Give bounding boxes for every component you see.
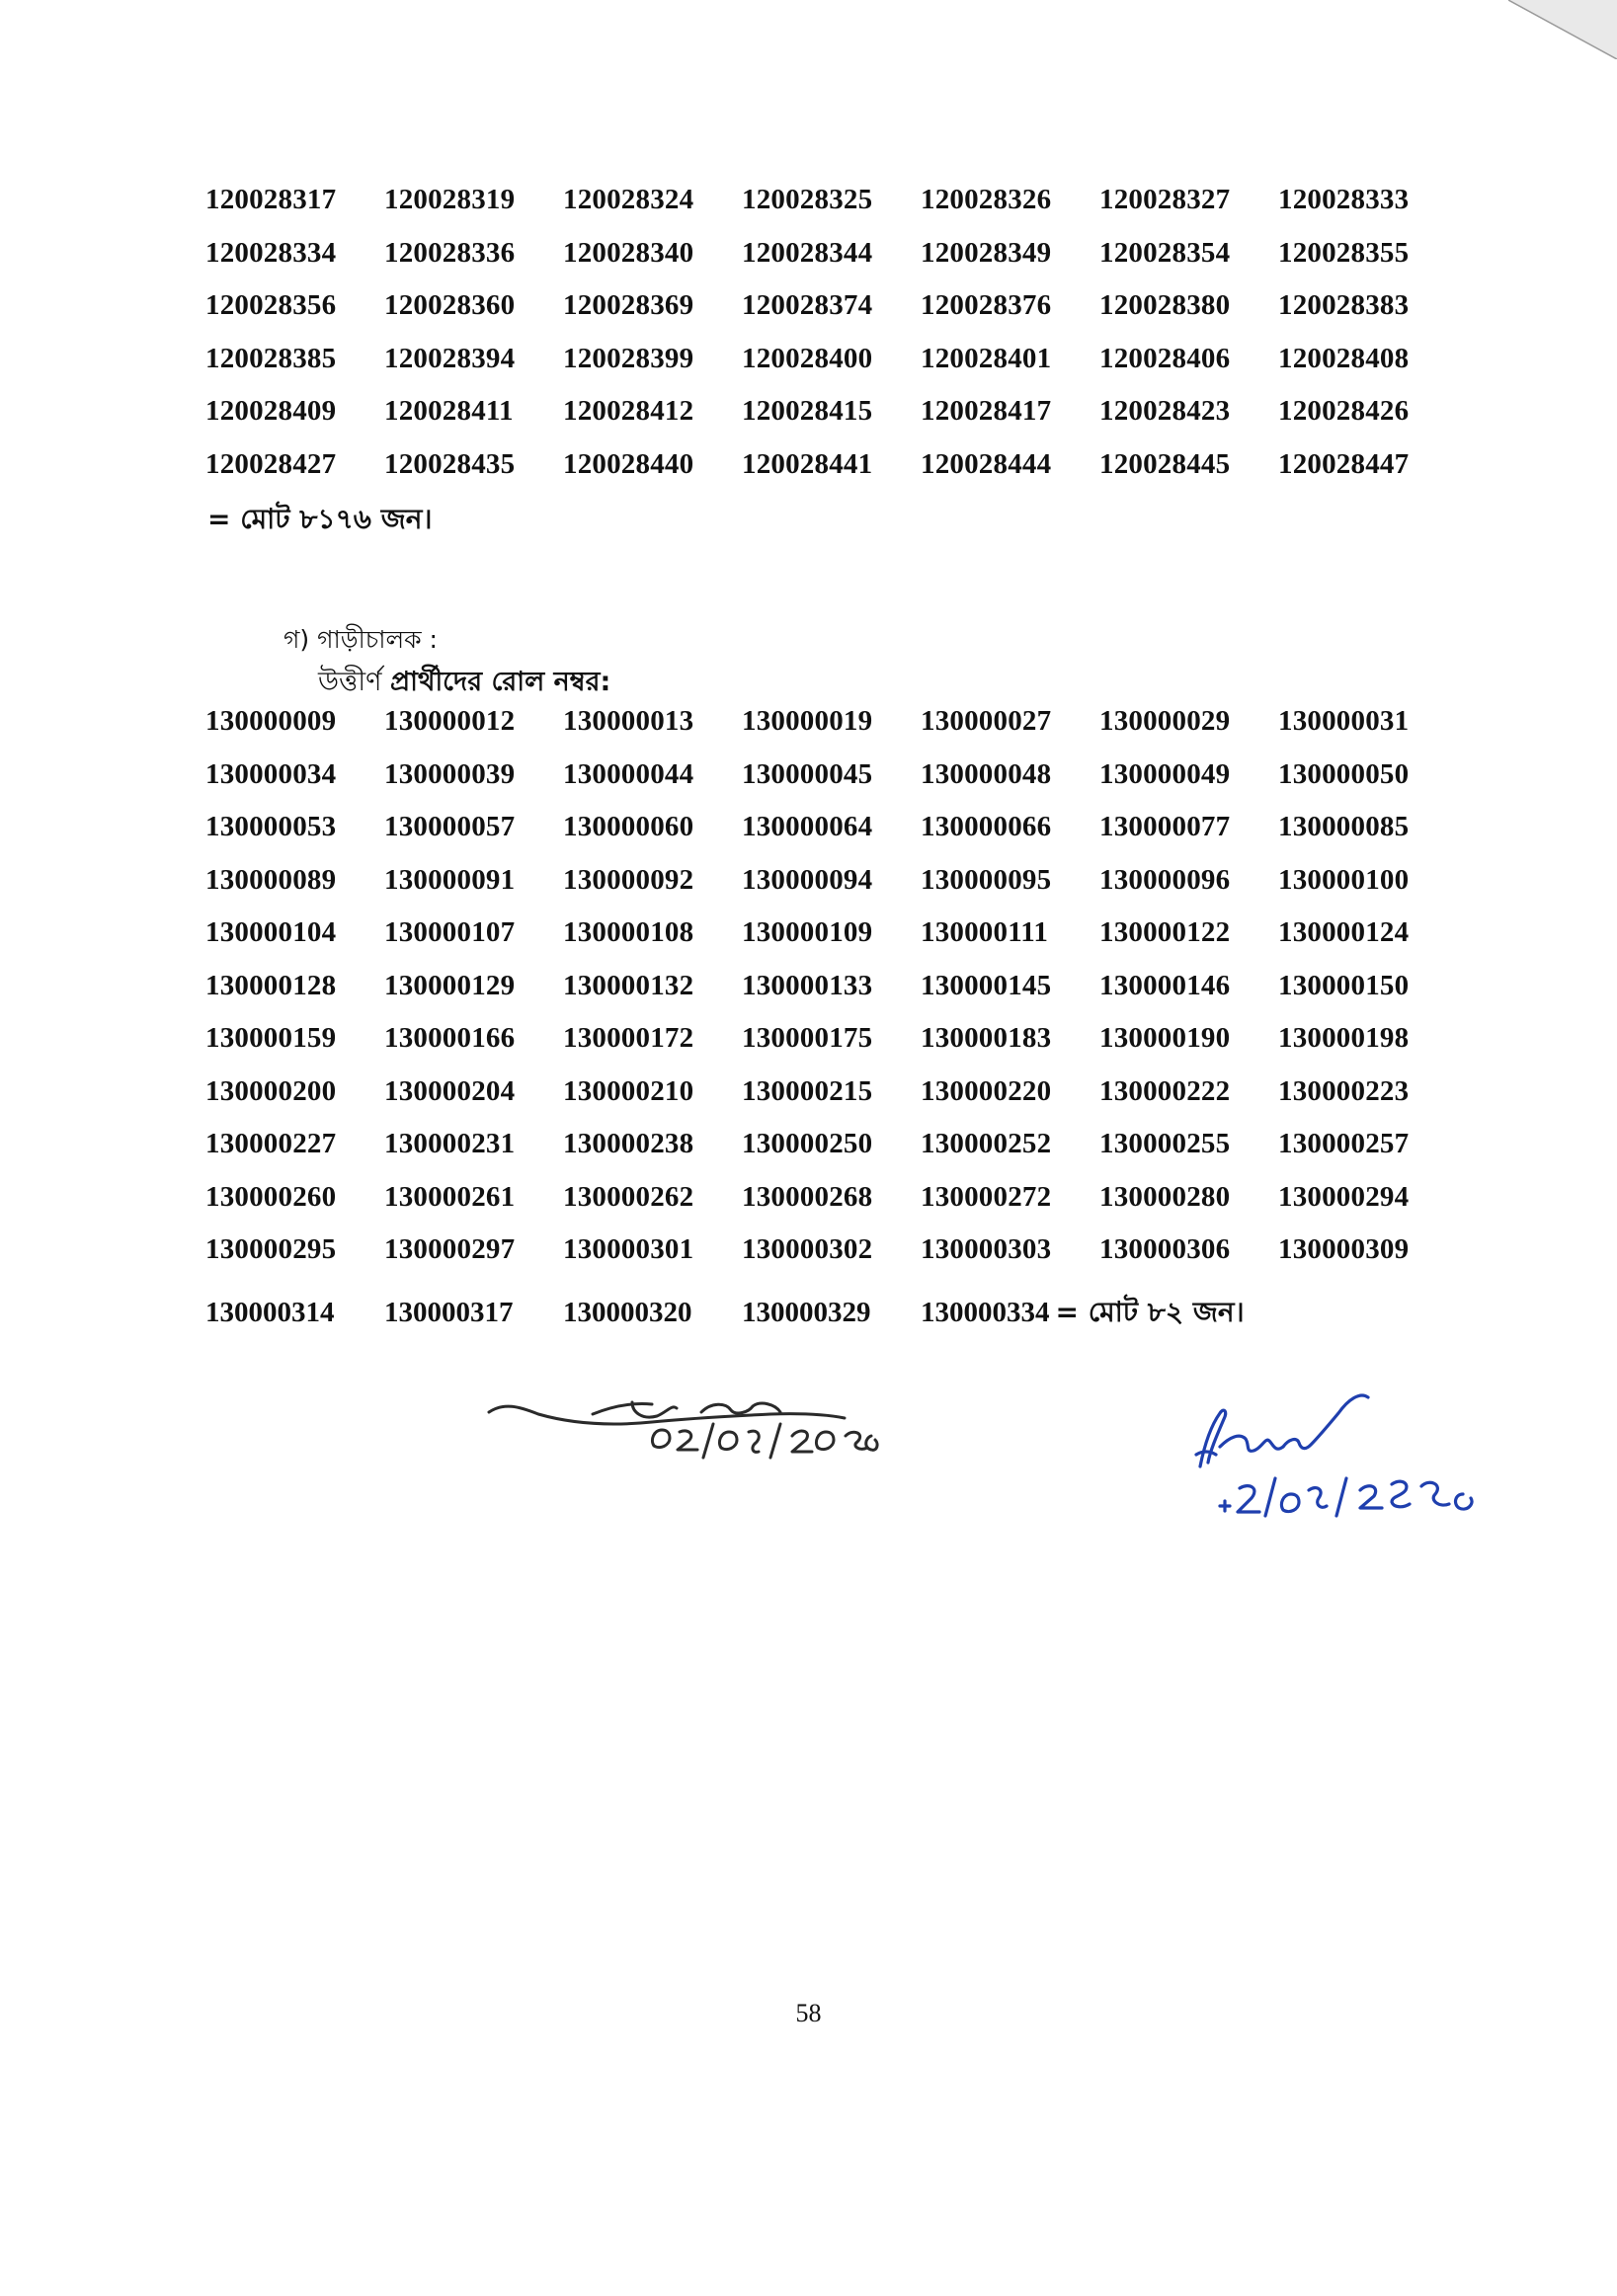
roll-number: 130000129 xyxy=(384,969,516,1001)
roll-number: 130000166 xyxy=(384,1022,516,1054)
roll-number: 130000050 xyxy=(1278,757,1410,790)
roll-number: 120028447 xyxy=(1278,447,1410,480)
roll-number: 130000089 xyxy=(205,863,337,896)
roll-number: 130000294 xyxy=(1278,1180,1410,1213)
roll-number: 130000034 xyxy=(205,757,337,790)
roll-number: 130000111 xyxy=(921,916,1049,948)
roll-number: 130000053 xyxy=(205,811,337,842)
roll-number: 120028440 xyxy=(563,447,694,480)
page-number: 58 xyxy=(795,1999,822,2027)
roll-number: 130000044 xyxy=(563,757,694,790)
roll-number: 130000013 xyxy=(563,705,694,737)
subtitle-bold: প্রার্থীদের রোল নম্বর: xyxy=(389,667,611,697)
roll-number: 120028325 xyxy=(742,184,873,215)
roll-number: 120028376 xyxy=(921,289,1052,321)
roll-number: 130000104 xyxy=(205,916,337,948)
roll-number: 120028426 xyxy=(1278,395,1410,427)
roll-number: 120028354 xyxy=(1099,236,1231,269)
roll-number: 120028411 xyxy=(384,395,514,427)
roll-number: 130000128 xyxy=(205,969,337,1001)
roll-number: 130000094 xyxy=(742,863,873,896)
roll-number: 130000064 xyxy=(742,811,873,842)
roll-number: 130000096 xyxy=(1099,863,1231,896)
roll-number: 130000198 xyxy=(1278,1022,1410,1054)
roll-number: 130000133 xyxy=(742,969,873,1001)
roll-number: 130000039 xyxy=(384,757,516,790)
roll-number: 120028445 xyxy=(1099,447,1231,480)
roll-number: 120028349 xyxy=(921,236,1052,269)
roll-number: 120028374 xyxy=(742,289,873,321)
roll-number: 130000108 xyxy=(563,916,694,948)
roll-number: 120028415 xyxy=(742,395,873,427)
roll-number: 130000252 xyxy=(921,1128,1052,1159)
roll-number: 130000060 xyxy=(563,811,694,842)
roll-number: 130000049 xyxy=(1099,757,1231,790)
roll-number: 130000250 xyxy=(742,1128,873,1159)
roll-number: 120028399 xyxy=(563,342,694,374)
roll-number: 130000109 xyxy=(742,916,873,948)
roll-number: 120028355 xyxy=(1278,236,1410,269)
roll-number: 130000077 xyxy=(1099,811,1231,842)
roll-number: 130000306 xyxy=(1099,1233,1231,1265)
roll-number: 130000190 xyxy=(1099,1022,1231,1054)
roll-number: 120028333 xyxy=(1278,184,1410,215)
signature-left xyxy=(484,1392,879,1521)
roll-number-grid-section-c xyxy=(205,695,1457,1277)
roll-number: 130000257 xyxy=(1278,1128,1410,1159)
roll-number: 130000066 xyxy=(921,811,1052,842)
subtitle-plain: উত্তীর্ণ xyxy=(318,667,390,697)
section-c-label: গ) গাড়ীচালক : xyxy=(283,625,438,654)
roll-number: 130000334 xyxy=(921,1297,1050,1328)
roll-number: 130000150 xyxy=(1278,969,1410,1001)
roll-number: 120028319 xyxy=(384,184,516,215)
roll-number: 130000280 xyxy=(1099,1180,1231,1213)
roll-number: 120028427 xyxy=(205,447,337,480)
roll-number: 130000302 xyxy=(742,1233,873,1265)
roll-number: 130000124 xyxy=(1278,916,1410,948)
roll-number: 130000012 xyxy=(384,705,516,737)
roll-number: 120028340 xyxy=(563,236,694,269)
signature-right xyxy=(1180,1368,1496,1536)
roll-number: 120028400 xyxy=(742,342,873,374)
roll-number: 120028326 xyxy=(921,184,1052,215)
roll-number: 120028417 xyxy=(921,395,1052,427)
roll-number: 130000255 xyxy=(1099,1128,1231,1159)
section-c-total: = মোট ৮২ জন। xyxy=(1055,1296,1245,1328)
roll-number: 130000223 xyxy=(1278,1074,1410,1107)
roll-number: 120028401 xyxy=(921,342,1052,374)
roll-number: 130000260 xyxy=(205,1180,337,1213)
roll-number: 120028356 xyxy=(205,289,337,321)
section-c-last-row xyxy=(205,1286,1245,1339)
roll-number: 120028317 xyxy=(205,184,337,215)
roll-number: 130000220 xyxy=(921,1074,1052,1107)
roll-number: 120028394 xyxy=(384,342,516,374)
roll-number: 130000132 xyxy=(563,969,694,1001)
roll-number: 120028409 xyxy=(205,395,337,427)
roll-number: 130000029 xyxy=(1099,705,1231,737)
roll-number: 120028385 xyxy=(205,342,337,374)
roll-number: 130000027 xyxy=(921,705,1052,737)
roll-number: 130000222 xyxy=(1099,1074,1231,1107)
roll-number: 130000238 xyxy=(563,1128,694,1159)
roll-number: 130000091 xyxy=(384,863,516,896)
roll-number: 120028360 xyxy=(384,289,516,321)
roll-number: 130000100 xyxy=(1278,863,1410,896)
roll-number: 130000183 xyxy=(921,1022,1052,1054)
roll-number: 130000172 xyxy=(563,1022,694,1054)
roll-number: 130000159 xyxy=(205,1022,337,1054)
roll-number: 130000095 xyxy=(921,863,1052,896)
roll-number: 130000231 xyxy=(384,1128,516,1159)
roll-number: 120028324 xyxy=(563,184,694,215)
roll-number: 120028344 xyxy=(742,236,873,269)
roll-number: 130000057 xyxy=(384,811,516,842)
roll-number: 130000272 xyxy=(921,1180,1052,1213)
roll-number: 130000317 xyxy=(384,1297,514,1328)
roll-number-grid-section-b xyxy=(205,174,1457,491)
roll-number: 130000019 xyxy=(742,705,873,737)
roll-number: 120028334 xyxy=(205,236,337,269)
roll-number: 130000204 xyxy=(384,1074,516,1107)
roll-number: 130000303 xyxy=(921,1233,1052,1265)
roll-number: 130000268 xyxy=(742,1180,873,1213)
roll-number: 120028444 xyxy=(921,447,1052,480)
roll-number: 130000309 xyxy=(1278,1233,1410,1265)
roll-number: 120028406 xyxy=(1099,342,1231,374)
roll-number: 120028380 xyxy=(1099,289,1231,321)
roll-number: 120028327 xyxy=(1099,184,1231,215)
roll-number: 130000320 xyxy=(563,1297,692,1328)
page-corner-fold xyxy=(1508,0,1617,59)
roll-number: 130000146 xyxy=(1099,969,1231,1001)
roll-number: 120028369 xyxy=(563,289,694,321)
roll-number: 130000215 xyxy=(742,1074,873,1107)
roll-number: 130000261 xyxy=(384,1180,516,1213)
roll-number: 130000031 xyxy=(1278,705,1410,737)
roll-number: 130000175 xyxy=(742,1022,873,1054)
roll-number: 130000009 xyxy=(205,705,337,737)
roll-number: 130000301 xyxy=(563,1233,694,1265)
roll-number: 120028412 xyxy=(563,395,694,427)
roll-number: 130000107 xyxy=(384,916,516,948)
roll-number: 120028441 xyxy=(742,447,873,480)
roll-number: 130000048 xyxy=(921,757,1052,790)
roll-number: 120028336 xyxy=(384,236,516,269)
roll-number: 130000200 xyxy=(205,1074,337,1107)
roll-number: 120028383 xyxy=(1278,289,1410,321)
roll-number: 130000085 xyxy=(1278,811,1410,842)
roll-number: 120028408 xyxy=(1278,342,1410,374)
roll-number: 120028435 xyxy=(384,447,516,480)
roll-number: 130000262 xyxy=(563,1180,694,1213)
roll-number: 130000295 xyxy=(205,1233,337,1265)
roll-number: 130000092 xyxy=(563,863,694,896)
roll-number: 130000145 xyxy=(921,969,1052,1001)
roll-number: 130000045 xyxy=(742,757,873,790)
roll-number: 130000227 xyxy=(205,1128,337,1159)
roll-number: 120028423 xyxy=(1099,395,1231,427)
section-b-total: = মোট ৮১৭৬ জন। xyxy=(207,503,433,535)
roll-number: 130000329 xyxy=(742,1297,871,1328)
roll-number: 130000297 xyxy=(384,1233,516,1265)
roll-number: 130000314 xyxy=(205,1297,335,1328)
roll-number: 130000122 xyxy=(1099,916,1231,948)
roll-number: 130000210 xyxy=(563,1074,694,1107)
